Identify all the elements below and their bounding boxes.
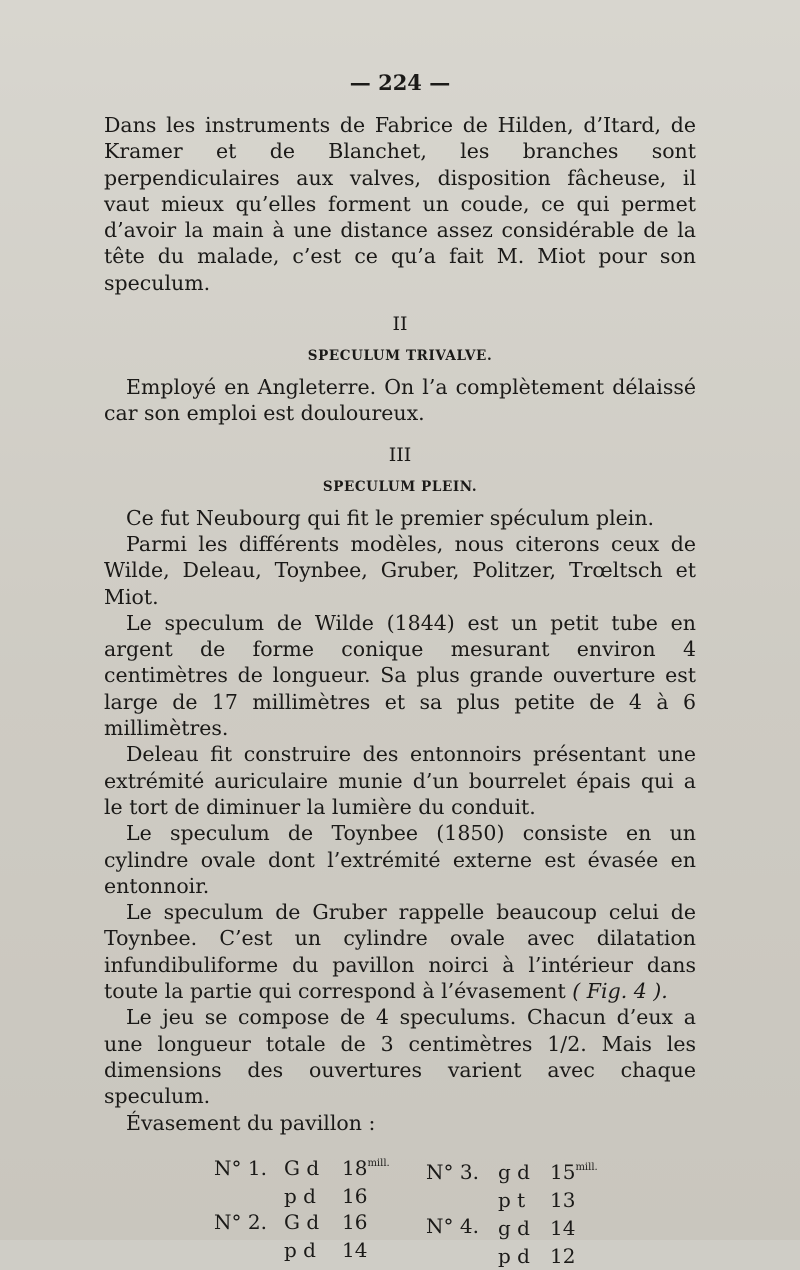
paragraph-deleau: Deleau fit construire des entonnoirs présentant une extrémité auriculaire munie d’un bourrelet épais qui a le tort de diminuer la lumière du conduit.	[104, 742, 696, 819]
section-title-3: SPECULUM PLEIN.	[322, 478, 478, 495]
section-number-3: III	[388, 443, 412, 466]
entry-label: G d	[284, 1155, 320, 1180]
paragraph-gruber	[104, 899, 696, 1004]
paragraph-trivalve: Employé en Angleterre. On l’a complètement délaissé car son emploi est douloureux.	[104, 375, 696, 426]
entry-value: 12	[550, 1243, 576, 1268]
section-number-2: II	[392, 313, 408, 336]
entry-number: N° 2.	[214, 1209, 267, 1234]
entry-label: g d	[498, 1215, 530, 1240]
entry-number: N° 4.	[426, 1213, 479, 1238]
paragraph-set: Le jeu se compose de 4 speculums. Chacun d’eux a une longueur totale de 3 centimètres 1/2. Mais les dimensions des ouvertures varient avec chaque speculum.	[104, 1005, 696, 1109]
page-body	[104, 112, 696, 1270]
table-caption: Évasement du pavillon :	[126, 1110, 376, 1135]
section-title-2: SPECULUM TRIVALVE.	[307, 348, 493, 365]
entry-value: $15^{mill.}$	[550, 1159, 598, 1184]
entry-label: G d	[284, 1209, 320, 1234]
figure-reference: ( Fig. 4 ).	[572, 979, 668, 1004]
entry-number: N° 1.	[214, 1155, 267, 1180]
entry-value: 14	[550, 1215, 576, 1240]
entry-value: $18^{mill.}$	[342, 1155, 390, 1180]
measurement-table	[104, 1150, 696, 1270]
entry-label: p d	[284, 1237, 316, 1262]
entry-label: p d	[498, 1243, 530, 1268]
entry-number: N° 3.	[426, 1159, 479, 1184]
entry-label: p t	[498, 1187, 526, 1212]
entry-value: 13	[550, 1187, 576, 1212]
entry-label: p d	[284, 1183, 316, 1208]
page-number: — 224 —	[349, 70, 451, 95]
paragraph-toynbee: Le speculum de Toynbee (1850) consiste en un cylindre ovale dont l’extrémité externe est évasée en entonnoir.	[104, 821, 696, 898]
paragraph-intro: Dans les instruments de Fabrice de Hilden, d’Itard, de Kramer et de Blanchet, les branches sont perpendiculaires aux valves, disposition fâcheuse, il vaut mieux qu’elles forment un coude, ce qui permet d’avoir la main à une distance assez considérable de la tête du malade, c’est ce qu’a fait M. Miot pour son speculum.	[104, 113, 696, 295]
entry-unit: mill.	[575, 1161, 598, 1173]
paragraph-wilde: Le speculum de Wilde (1844) est un petit tube en argent de forme conique mesurant environ 4 centimètres de longueur. Sa plus grande ouverture est large de 17 millimètres et sa plus petite de 4 à 6 millimètres.	[104, 610, 696, 741]
entry-value: 14	[342, 1237, 368, 1262]
entry-value: 16	[342, 1183, 368, 1208]
gruber-text: Le speculum de Gruber rappelle beaucoup celui de Toynbee. C’est un cylindre ovale avec dilatation infundibuliforme du pavillon noirci à l’intérieur dans toute la partie qui correspond à l’évasement	[104, 900, 696, 1004]
entry-label: g d	[498, 1159, 530, 1184]
paragraph-models: Parmi les différents modèles, nous citerons ceux de Wilde, Deleau, Toynbee, Gruber, Politzer, Trœltsch et Miot.	[104, 531, 696, 609]
paragraph-neubourg: Ce fut Neubourg qui fit le premier spéculum plein.	[126, 505, 655, 530]
entry-value: 16	[342, 1209, 368, 1234]
entry-unit: mill.	[367, 1157, 390, 1169]
